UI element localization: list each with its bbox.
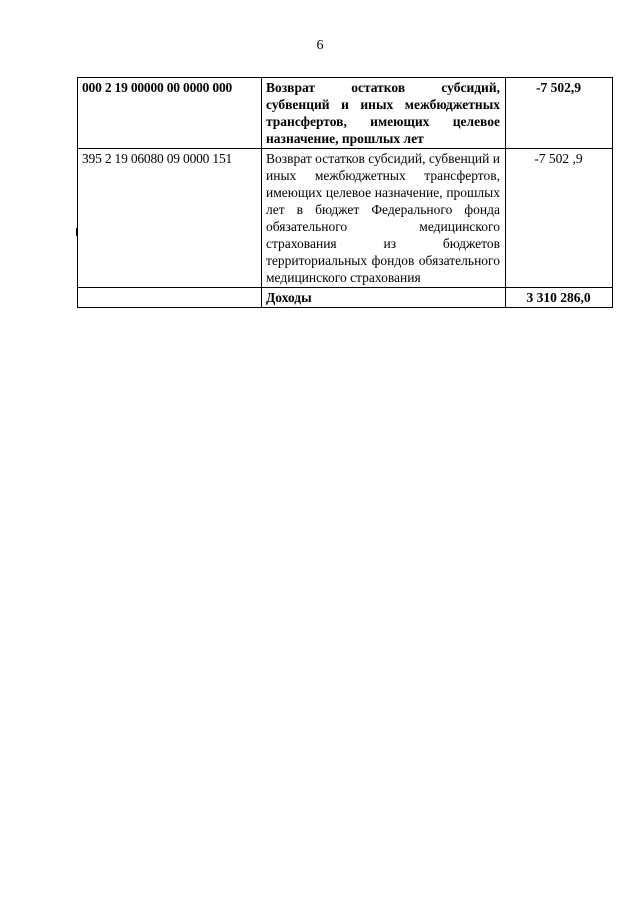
total-code-cell (78, 288, 262, 308)
page-number: 6 (316, 38, 324, 53)
table-row (78, 78, 613, 149)
margin-mark (76, 228, 77, 236)
total-label-cell: Доходы (262, 288, 506, 308)
total-amount-cell: 3 310 286,0 (506, 288, 613, 308)
revenue-table (77, 77, 613, 308)
budget-code-cell: 395 2 19 06080 09 0000 151 (78, 149, 262, 288)
budget-code-cell: 000 2 19 00000 00 0000 000 (78, 78, 262, 149)
amount-cell: -7 502 ,9 (506, 149, 613, 288)
budget-name-cell: Возврат остатков субсидий, субвенций и иных межбюджетных трансфертов, имеющих целевое назначение, прошлых лет (262, 78, 506, 149)
amount-cell: -7 502,9 (506, 78, 613, 149)
total-row (78, 288, 613, 308)
table-row (78, 149, 613, 288)
budget-name-cell: Возврат остатков субсидий, субвенций и иных межбюджетных трансфертов, имеющих целевое назначение, прошлых лет в бюджет Федерального фонда обязательного медицинского страхования из бюджетов территориальных фондов обязательного медицинского страхования (262, 149, 506, 288)
